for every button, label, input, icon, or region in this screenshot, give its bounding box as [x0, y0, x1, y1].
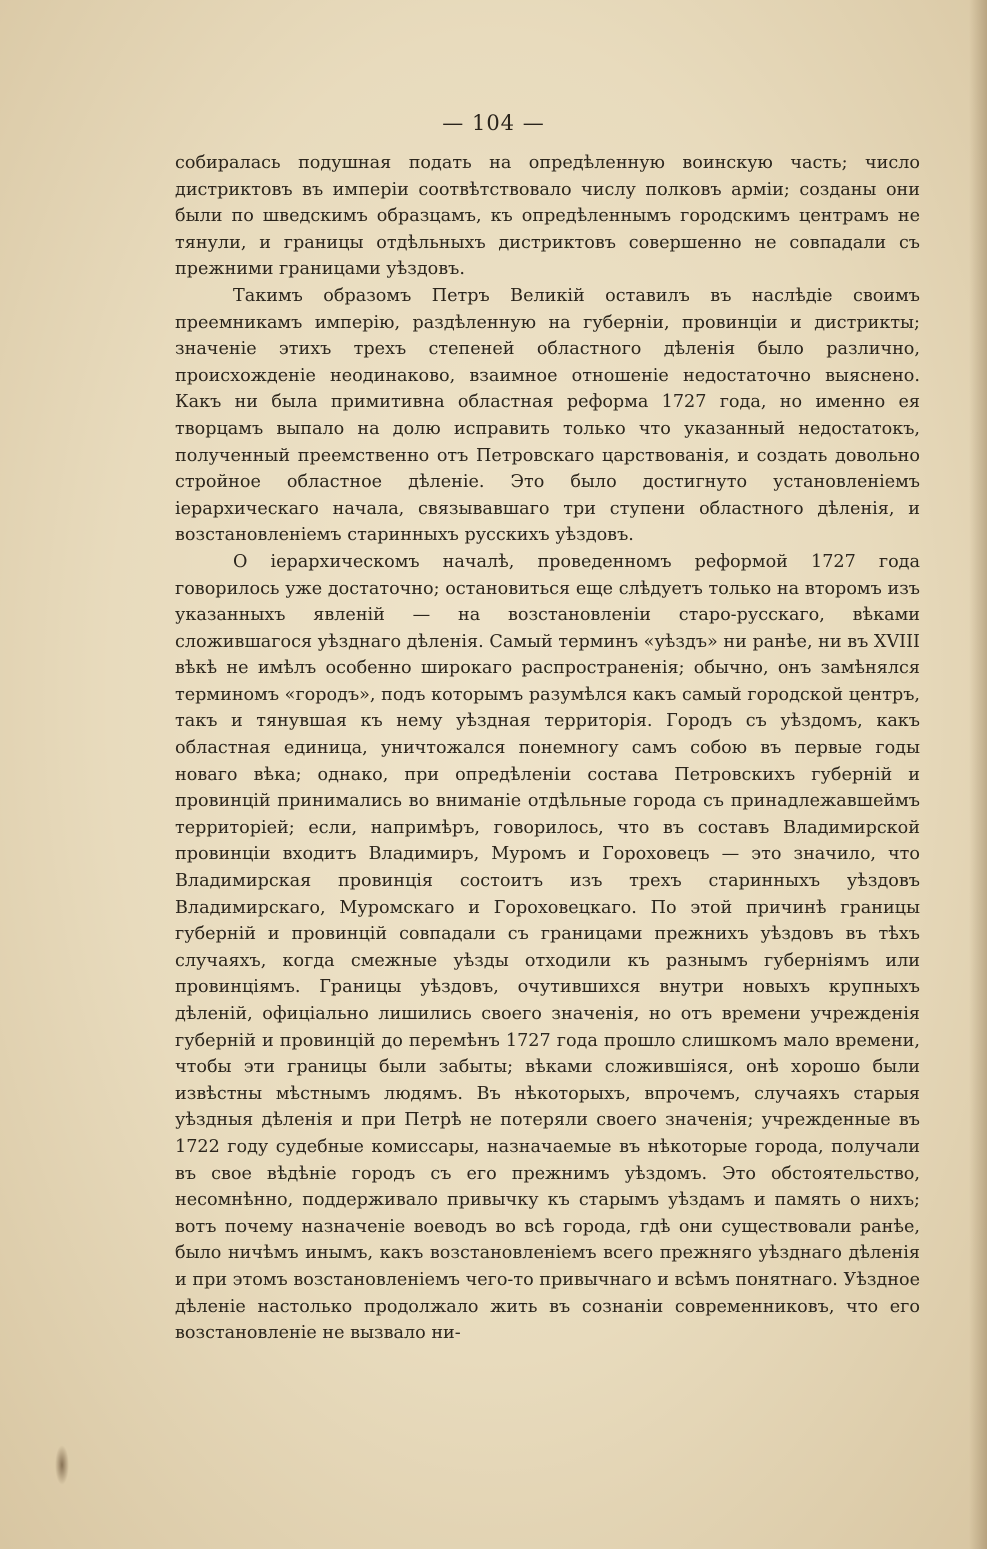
page-edge-shadow — [969, 0, 987, 1549]
paragraph: собиралась подушная подать на опредѣленную воинскую часть; число дистриктовъ въ имперіи соотвѣтствовало числу полковъ арміи; созданы они были по шведскимъ образцамъ, къ опредѣленнымъ городскимъ центрамъ не тянули, и границы отдѣльныхъ дистриктовъ совершенно не совпадали съ прежними границами уѣздовъ. — [175, 153, 920, 280]
paragraph: О іерархическомъ началѣ, проведенномъ реформой 1727 года говорилось уже достаточно; остановиться еще слѣдуетъ только на второмъ изъ указанныхъ явленій — на возстановленіи старо-русскаго, вѣками сложившагося уѣзднаго дѣленія. Самый терминъ «уѣздъ» ни ранѣе, ни въ XVIII вѣкѣ не имѣлъ особенно широкаго распространенія; обычно, онъ замѣнялся терминомъ «городъ», подъ которымъ разумѣлся какъ самый городской центръ, такъ и тянувшая къ нему уѣздная территорія. Городъ съ уѣздомъ, какъ областная единица, уничтожался понемногу самъ собою въ первые годы новаго вѣка; однако, при опредѣленіи состава Петровскихъ губерній и провинцій принимались во вниманіе отдѣльные города съ принадлежавшеймъ территоріей; если, напримѣръ, говорилось, что въ составъ Владимирской провинціи входитъ Владимиръ, Муромъ и Гороховецъ — это значило, что Владимирская провинція состоитъ изъ трехъ старинныхъ уѣздовъ Владимирскаго, Муромскаго и Гороховецкаго. По этой причинѣ границы губерній и провинцій совпадали съ границами прежнихъ уѣздовъ въ тѣхъ случаяхъ, когда смежные уѣзды отходили къ разнымъ губерніямъ или провинціямъ. Границы уѣздовъ, очутившихся внутри новыхъ крупныхъ дѣленій, офиціально лишились своего значенія, но отъ времени учрежденія губерній и провинцій до перемѣнъ 1727 года прошло слишкомъ мало времени, чтобы эти границы были забыты; вѣками сложившіяся, онѣ хорошо были извѣстны мѣстнымъ людямъ. Въ нѣкоторыхъ, впрочемъ, случаяхъ старыя уѣздныя дѣленія и при Петрѣ не потеряли своего значенія; учрежденные въ 1722 году судебные комиссары, назначаемые въ нѣкоторые города, получали въ свое вѣдѣніе городъ съ его прежнимъ уѣздомъ. Это обстоятельство, несомнѣнно, поддерживало привычку къ старымъ уѣздамъ и память о нихъ; вотъ почему назначеніе воеводъ во всѣ города, гдѣ они существовали ранѣе, было ничѣмъ инымъ, какъ возстановленіемъ всего прежняго уѣзднаго дѣленія и при этомъ возстановленіемъ чего-то привычнаго и всѣмъ понятнаго. Уѣздное дѣленіе настолько продолжало жить въ сознаніи современниковъ, что его возстановленіе не вызвало ни- — [175, 551, 920, 1344]
ink-smudge — [55, 1445, 69, 1485]
paragraph: Такимъ образомъ Петръ Великій оставилъ въ наслѣдіе своимъ преемникамъ имперію, раздѣленную на губерніи, провинціи и дистрикты; значеніе этихъ трехъ степеней областного дѣленія было различно, происхожденіе неодинаково, взаимное отношеніе недостаточно выяснено. Какъ ни была примитивна областная реформа 1727 года, но именно ея творцамъ выпало на долю исправить только что указанный недостатокъ, полученный преемственно отъ Петровскаго царствованія, и создать довольно стройное областное дѣленіе. Это было достигнуто установленіемъ іерархическаго начала, связывавшаго три ступени областного дѣленія, и возстановленіемъ старинныхъ русскихъ уѣздовъ. — [175, 285, 920, 546]
body-text — [175, 150, 920, 1347]
page-number: — 104 — — [442, 111, 545, 135]
